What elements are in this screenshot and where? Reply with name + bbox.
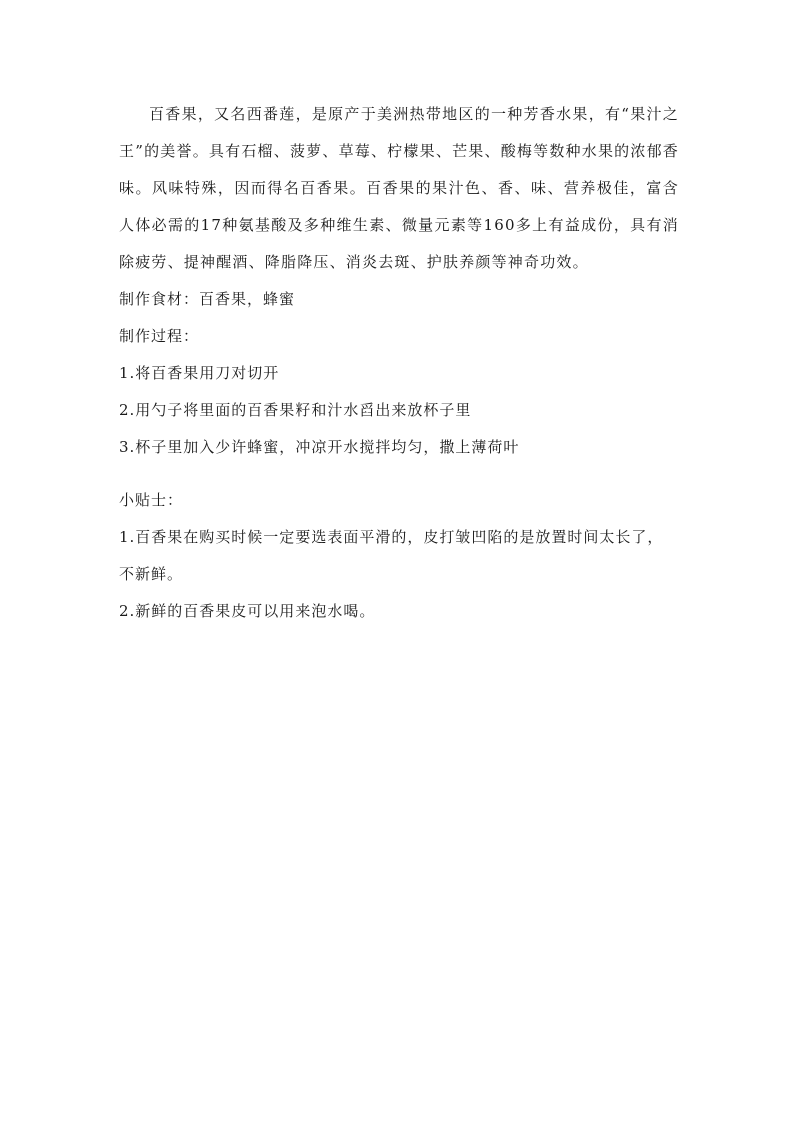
ingredients-line: 制作食材：百香果，蜂蜜 (119, 290, 296, 308)
step-2: 2.用勺子将里面的百香果籽和汁水舀出来放杯子里 (119, 401, 472, 419)
tips-title: 小贴士： (119, 491, 184, 509)
tip-2: 2.新鲜的百香果皮可以用来泡水喝。 (119, 602, 376, 620)
article-body (119, 96, 679, 630)
section-gap (119, 466, 679, 482)
step-3: 3.杯子里加入少许蜂蜜，冲凉开水搅拌均匀，撒上薄荷叶 (119, 438, 520, 456)
intro-paragraph: 百香果，又名西番莲，是原产于美洲热带地区的一种芳香水果，有“果汁之王”的美誉。具有石榴、菠萝、草莓、柠檬果、芒果、酸梅等数种水果的浓郁香味。风味特殊，因而得名百香果。百香果的果汁色、香、味、营养极佳，富含人体必需的17种氨基酸及多种维生素、微量元素等160多上有益成份，具有消除疲劳、提神醒酒、降脂降压、消炎去斑、护肤养颜等神奇功效。 (119, 105, 679, 271)
process-title: 制作过程： (119, 327, 200, 345)
tip-1: 1.百香果在购买时候一定要选表面平滑的，皮打皱凹陷的是放置时间太长了，不新鲜。 (119, 528, 664, 583)
step-1: 1.将百香果用刀对切开 (119, 364, 280, 382)
